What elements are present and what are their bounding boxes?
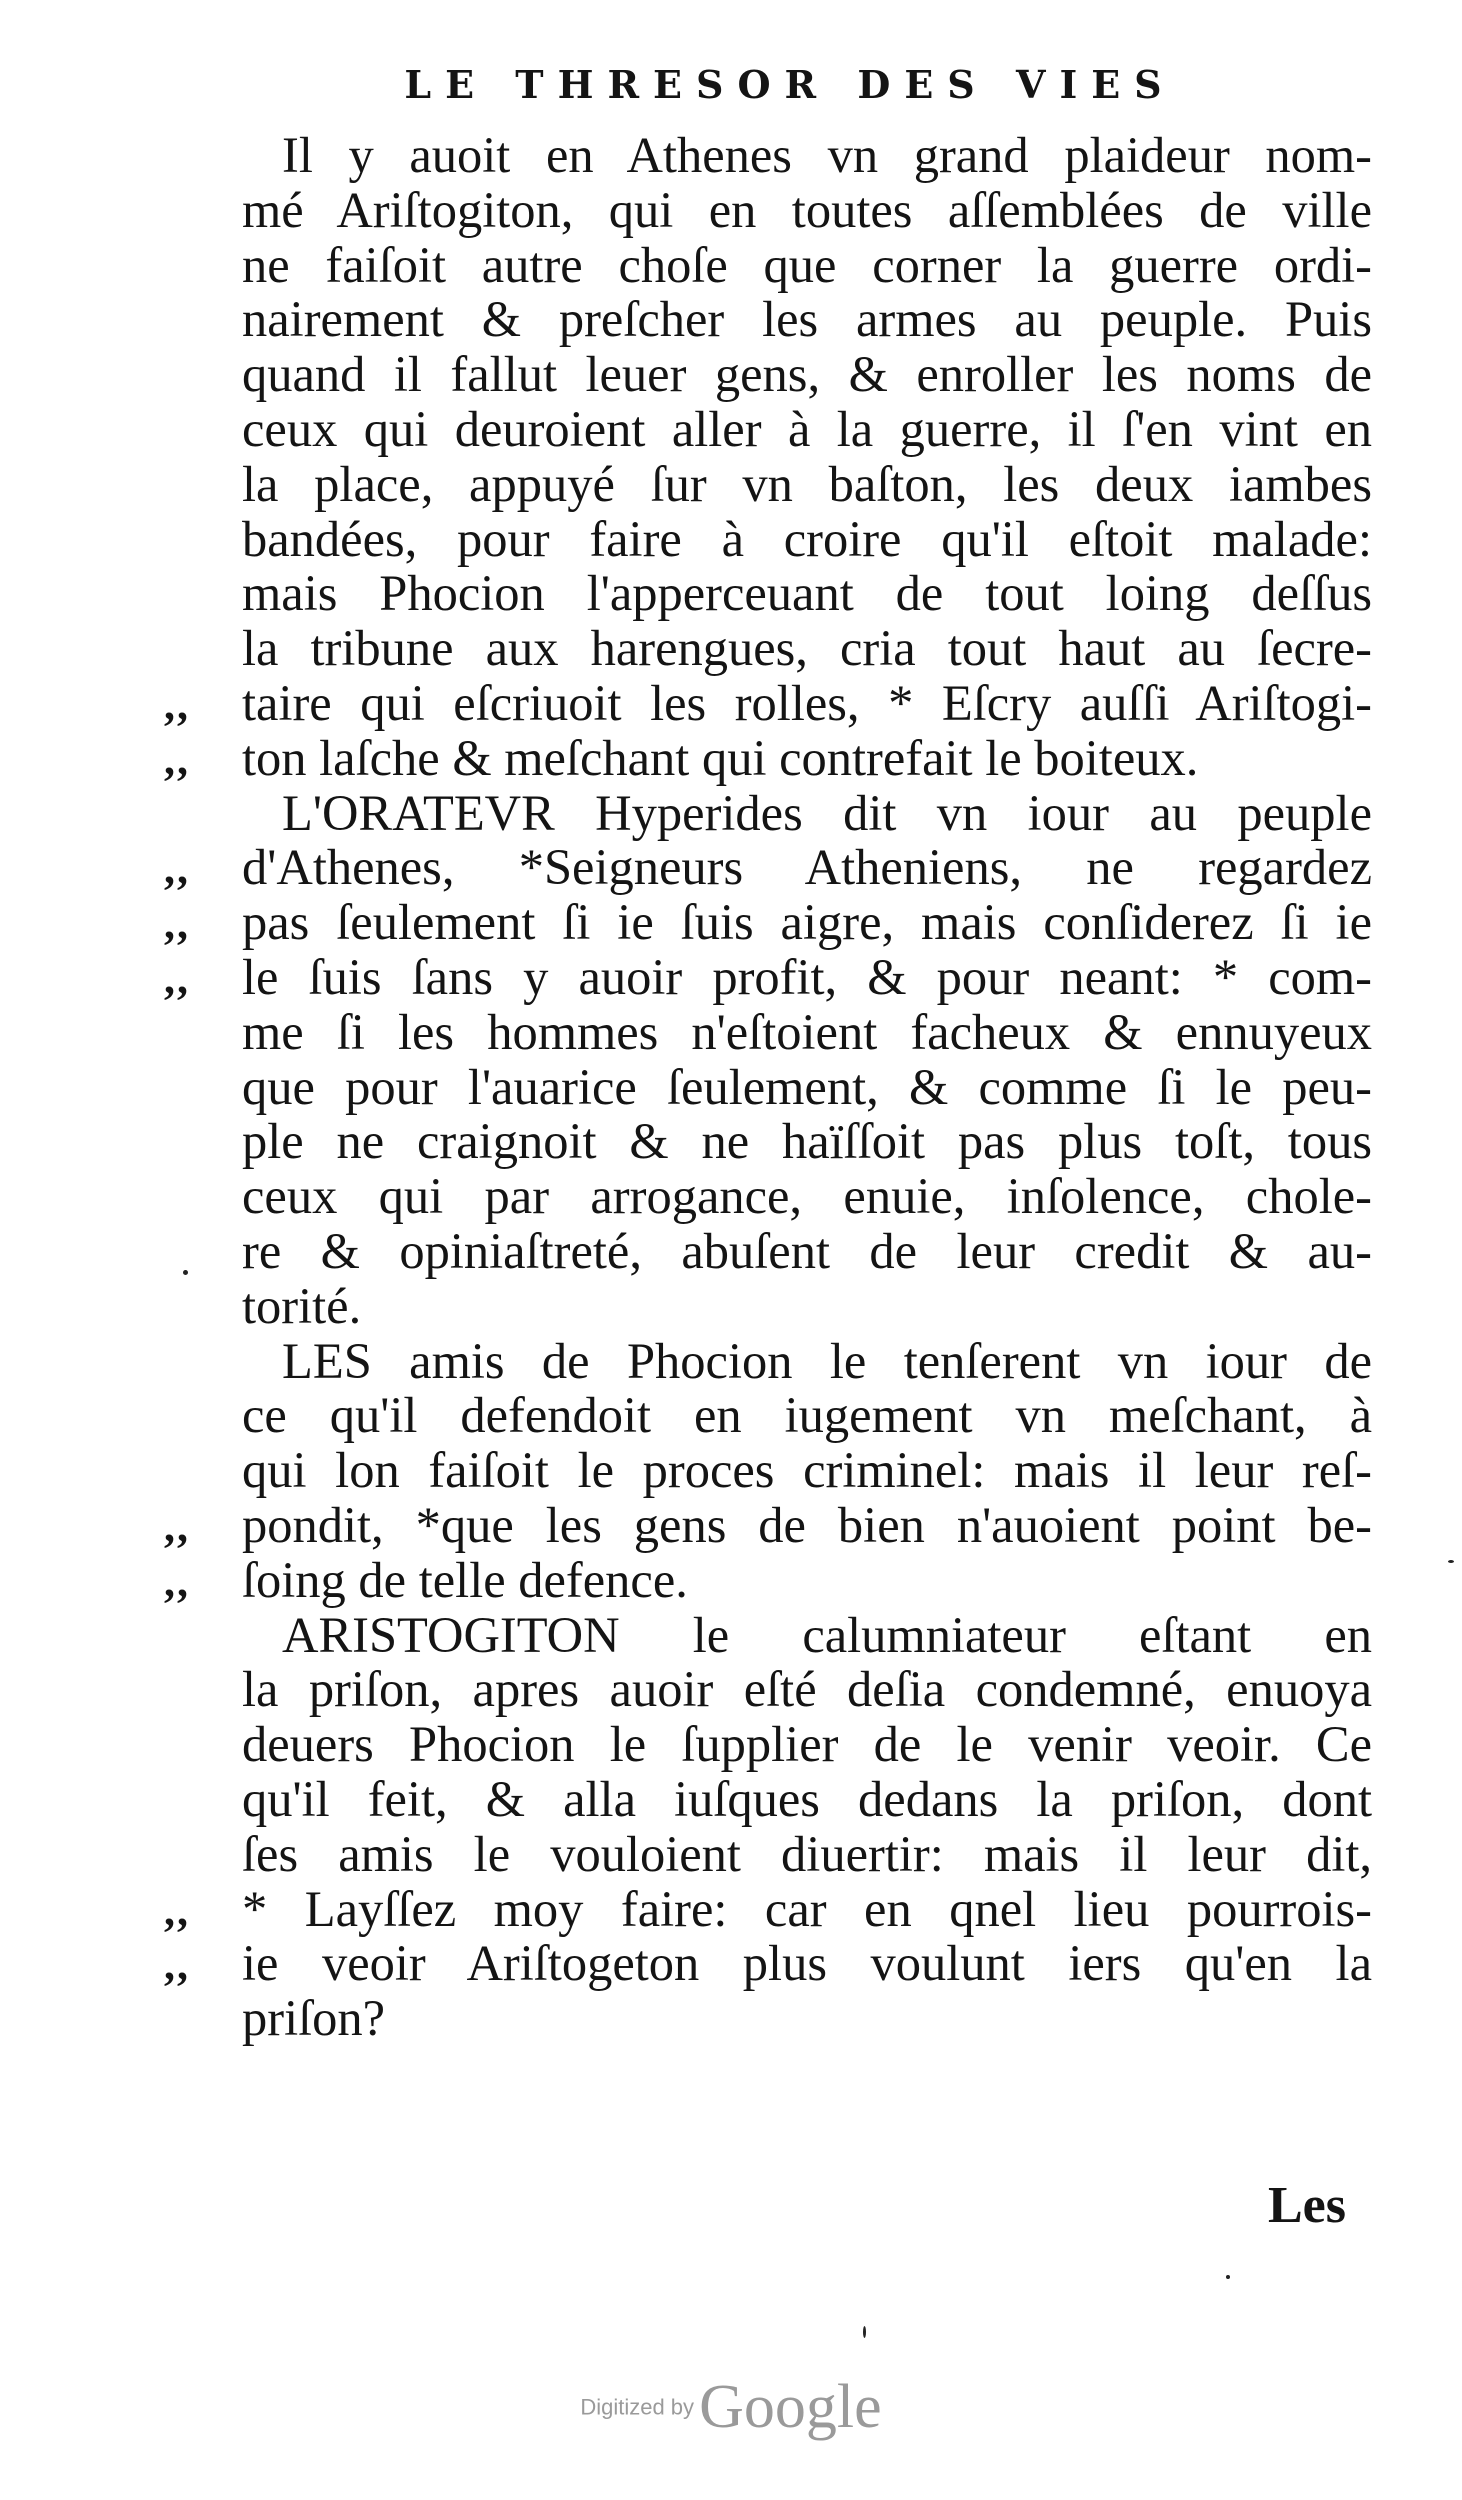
text-line: [242, 1443, 1372, 1498]
line-text: quand il fallut leuer gens, & enroller les noms de: [242, 346, 1372, 403]
text-line: [242, 1334, 1372, 1389]
ink-speck: [1448, 1560, 1454, 1563]
line-text: ton laſche & meſchant qui contrefait le boiteux.: [242, 729, 1199, 786]
line-text: ie veoir Ariſtogeton plus voulunt iers qu'en la: [242, 1935, 1372, 1992]
marginal-quote-mark: ,,: [164, 953, 190, 1003]
text-line: [242, 512, 1372, 567]
line-text: la place, appuyé ſur vn baſton, les deux iambes: [242, 455, 1372, 512]
line-text: re & opiniaſtreté, abuſent de leur credit & au-: [242, 1222, 1372, 1279]
ink-speck: [1226, 2275, 1230, 2279]
text-line: [242, 238, 1372, 293]
text-line: [242, 128, 1372, 183]
line-text: bandées, pour faire à croire qu'il eſtoit malade:: [242, 510, 1372, 567]
text-line: [242, 402, 1372, 457]
text-line: [242, 1717, 1372, 1772]
marginal-quote-mark: ,,: [164, 1556, 190, 1606]
text-line: [242, 566, 1372, 621]
text-line: [242, 1772, 1372, 1827]
line-text: ple ne craignoit & ne haïſſoit pas plus toſt, tous: [242, 1113, 1372, 1170]
text-line: [242, 1279, 1372, 1334]
digitized-watermark: [0, 2372, 1462, 2443]
marginal-quote-mark: ,,: [164, 1885, 190, 1935]
text-line: [242, 1005, 1372, 1060]
text-line: [242, 786, 1372, 841]
line-text: * Layſſez moy faire: car en qnel lieu pourrois-: [242, 1880, 1372, 1937]
text-line: [242, 1114, 1372, 1169]
text-line: [164, 948, 1372, 1005]
text-block: [164, 127, 1372, 2047]
line-text: LES amis de Phocion le tenſerent vn iour de: [282, 1332, 1372, 1389]
line-text: d'Athenes, *Seigneurs Atheniens, ne regardez: [242, 839, 1372, 896]
text-line: [242, 1169, 1372, 1224]
text-line: [242, 1827, 1372, 1882]
ink-speck: [863, 2326, 866, 2338]
ink-speck: [183, 1270, 188, 1275]
marginal-quote-mark: ,,: [164, 734, 190, 784]
line-text: mé Ariſtogiton, qui en toutes aſſemblées de ville: [242, 181, 1372, 238]
line-text: mais Phocion l'apperceuant de tout loing deſſus: [242, 565, 1372, 622]
marginal-quote-mark: ,,: [164, 899, 190, 949]
marginal-quote-mark: ,,: [164, 1940, 190, 1990]
line-text: L'ORATEVR Hyperides dit vn iour au peuple: [282, 784, 1372, 841]
text-line: [242, 347, 1372, 402]
line-text: ce qu'il defendoit en iugement vn meſchant, à: [242, 1387, 1372, 1444]
line-text: taire qui eſcriuoit les rolles, * Eſcry auſſi Ariſtogi-: [242, 674, 1372, 731]
line-text: le ſuis ſans y auoir profit, & pour neant: * com-: [242, 948, 1372, 1005]
text-line: [164, 729, 1372, 786]
text-line: [164, 1551, 1372, 1608]
marginal-quote-mark: ,,: [164, 679, 190, 729]
line-text: la tribune aux harengues, cria tout haut au ſecre-: [242, 620, 1372, 677]
line-text: pondit, *que les gens de bien n'auoient point be-: [242, 1496, 1372, 1553]
text-line: [164, 1935, 1372, 1992]
line-text: priſon?: [242, 1990, 386, 2047]
running-head: LE THRESOR DES VIES: [404, 62, 1176, 107]
text-line: [164, 674, 1372, 731]
line-text: ne faiſoit autre choſe que corner la guerre ordi-: [242, 236, 1372, 293]
line-text: ARISTOGITON le calumniateur eſtant en: [282, 1606, 1372, 1663]
line-text: ceux qui par arrogance, enuie, inſolence, chole-: [242, 1168, 1372, 1225]
text-line: [242, 1991, 1372, 2046]
line-text: deuers Phocion le ſupplier de le venir veoir. Ce: [242, 1716, 1372, 1773]
line-text: ceux qui deuroient aller à la guerre, il ſ'en vint en: [242, 400, 1372, 457]
text-line: [164, 894, 1372, 951]
line-text: qui lon faiſoit le proces criminel: mais il leur reſ-: [242, 1442, 1372, 1499]
text-line: [164, 839, 1372, 896]
line-text: la priſon, apres auoir eſté deſia condemné, enuoya: [242, 1661, 1372, 1718]
text-line: [242, 1608, 1372, 1663]
text-line: [242, 1060, 1372, 1115]
line-text: pas ſeulement ſi ie ſuis aigre, mais conſiderez ſi ie: [242, 894, 1372, 951]
digitized-by-label: Digitized by: [580, 2394, 695, 2420]
text-line: [164, 1496, 1372, 1553]
line-text: que pour l'auarice ſeulement, & comme ſi le peu-: [242, 1058, 1372, 1115]
marginal-quote-mark: ,,: [164, 844, 190, 894]
line-text: qu'il feit, & alla iuſques dedans la priſon, dont: [242, 1770, 1372, 1827]
text-line: [164, 1880, 1372, 1937]
text-line: [242, 457, 1372, 512]
line-text: Il y auoit en Athenes vn grand plaideur nom-: [282, 127, 1372, 183]
line-text: ſes amis le vouloient diuertir: mais il leur dit,: [242, 1825, 1372, 1882]
text-line: [242, 1224, 1372, 1279]
google-logo: Google: [699, 2373, 882, 2441]
text-line: [242, 292, 1372, 347]
text-line: [242, 183, 1372, 238]
text-line: [242, 621, 1372, 676]
catchword: Les: [1268, 2177, 1346, 2234]
line-text: ſoing de telle defence.: [242, 1551, 688, 1608]
line-text: torité.: [242, 1277, 362, 1334]
line-text: me ſi les hommes n'eſtoient facheux & ennuyeux: [242, 1003, 1372, 1060]
text-line: [242, 1662, 1372, 1717]
marginal-quote-mark: ,,: [164, 1501, 190, 1551]
line-text: nairement & preſcher les armes au peuple. Puis: [242, 291, 1372, 348]
text-line: [242, 1388, 1372, 1443]
